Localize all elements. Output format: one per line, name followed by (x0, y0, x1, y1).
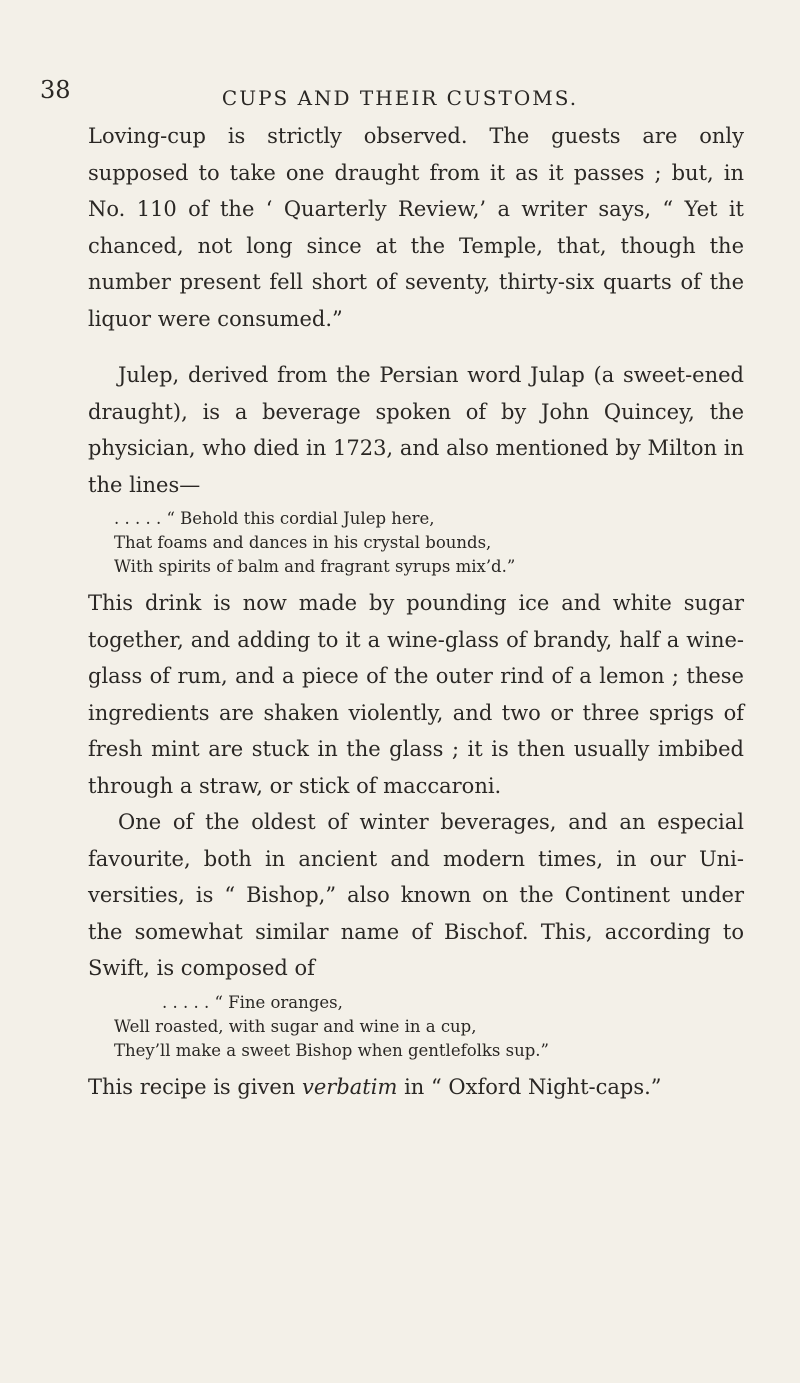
recipe-text-start: This recipe is given (88, 1074, 303, 1099)
recipe-text-end: in “ Oxford Night-caps.” (397, 1074, 662, 1099)
verse-line: Well roasted, with sugar and wine in a cup, (114, 1016, 477, 1036)
verse-milton (114, 507, 744, 579)
verse-line: They’ll make a sweet Bishop when gentlefolks sup.” (114, 1040, 549, 1060)
body-text (88, 118, 744, 1105)
verse-swift (114, 991, 744, 1063)
verse-line: That foams and dances in his crystal bounds, (114, 533, 492, 552)
paragraph-oxford-night-caps (88, 1069, 744, 1106)
page-number: 38 (40, 76, 71, 104)
recipe-text-italic: verbatim (302, 1074, 398, 1099)
verse-line: . . . . . “ Fine oranges, (162, 992, 343, 1012)
paragraph-julep: Julep, derived from the Persian word Julap (a sweet-ened draught), is a beverage spoken of by John Quincey, the physician, who died in 1723, and also mentioned by Milton in the lines— (88, 363, 744, 497)
paragraph-bishop: One of the oldest of winter beverages, and an especial favourite, both in ancient and modern times, in our Uni-versities, is “ Bishop,” also known on the Continent under the somewhat similar name of Bischof. This, according to Swift, is composed of (88, 810, 744, 980)
verse-line: . . . . . “ Behold this cordial Julep here, (114, 509, 435, 528)
paragraph-loving-cup: Loving-cup is strictly observed. The guests are only supposed to take one draught from it as it passes ; but, in No. 110 of the ‘ Quarterly Review,’ a writer says, “ Yet it chanced, not long since at the Temple, that, though the number present fell short of seventy, thirty-six quarts of the liquor were consumed.” (88, 124, 744, 331)
verse-line: With spirits of balm and fragrant syrups mix’d.” (114, 557, 516, 576)
running-title: CUPS AND THEIR CUSTOMS. (221, 86, 579, 110)
page-header (40, 76, 760, 116)
paragraph-julep-recipe: This drink is now made by pounding ice and white sugar together, and adding to it a wine-glass of brandy, half a wine-glass of rum, and a piece of the outer rind of a lemon ; these ingredients are shaken violently, and two or three sprigs of fresh mint are stuck in the glass ; it is then usually imbibed through a straw, or stick of maccaroni. (88, 591, 744, 798)
